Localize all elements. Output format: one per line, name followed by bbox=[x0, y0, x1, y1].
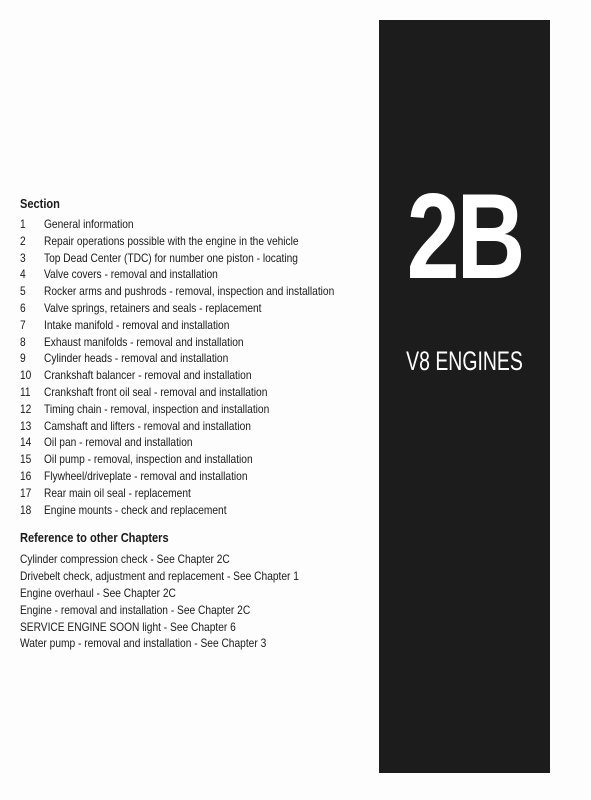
section-number: 2 bbox=[20, 233, 26, 248]
section-item bbox=[20, 300, 370, 317]
section-item bbox=[20, 334, 370, 351]
section-item bbox=[20, 266, 370, 283]
reference-item: Engine overhaul - See Chapter 2C bbox=[20, 585, 176, 600]
section-number: 15 bbox=[20, 452, 32, 467]
section-number: 6 bbox=[20, 300, 26, 315]
section-number: 9 bbox=[20, 351, 26, 366]
section-number: 16 bbox=[20, 468, 32, 483]
section-title: Oil pan - removal and installation bbox=[44, 435, 193, 450]
section-title: Valve covers - removal and installation bbox=[44, 267, 218, 282]
section-item bbox=[20, 350, 370, 367]
section-title: Flywheel/driveplate - removal and installation bbox=[44, 468, 248, 483]
section-item bbox=[20, 317, 370, 334]
section-item bbox=[20, 384, 370, 401]
section-item bbox=[20, 502, 370, 519]
section-number: 14 bbox=[20, 435, 32, 450]
section-number: 18 bbox=[20, 502, 32, 517]
section-number: 10 bbox=[20, 368, 32, 383]
contents-column bbox=[20, 196, 370, 652]
section-title: General information bbox=[44, 217, 134, 231]
reference-item: Drivebelt check, adjustment and replacement - See Chapter 1 bbox=[20, 569, 299, 584]
reference-item: Cylinder compression check - See Chapter 2C bbox=[20, 552, 230, 567]
section-title: Rocker arms and pushrods - removal, inspection and installation bbox=[44, 284, 335, 299]
section-list bbox=[20, 216, 370, 518]
section-title: Cylinder heads - removal and installation bbox=[44, 351, 229, 366]
section-title: Timing chain - removal, inspection and installation bbox=[44, 401, 270, 416]
chapter-title: V8 ENGINES bbox=[406, 346, 523, 376]
reference-item: Engine - removal and installation - See Chapter 2C bbox=[20, 602, 251, 617]
section-title: Exhaust manifolds - removal and installation bbox=[44, 334, 244, 349]
section-number: 5 bbox=[20, 284, 26, 299]
section-item bbox=[20, 367, 370, 384]
section-number: 17 bbox=[20, 485, 32, 500]
section-title: Repair operations possible with the engine in the vehicle bbox=[44, 233, 299, 248]
section-title: Crankshaft front oil seal - removal and installation bbox=[44, 384, 268, 399]
section-title: Engine mounts - check and replacement bbox=[44, 502, 227, 517]
section-item bbox=[20, 434, 370, 451]
reference-item: Water pump - removal and installation - See Chapter 3 bbox=[20, 636, 267, 651]
section-number: 12 bbox=[20, 401, 32, 416]
section-title: Camshaft and lifters - removal and installation bbox=[44, 418, 251, 433]
section-number: 1 bbox=[20, 217, 26, 231]
references-list bbox=[20, 551, 370, 652]
section-item bbox=[20, 418, 370, 435]
section-item bbox=[20, 401, 370, 418]
section-number: 7 bbox=[20, 317, 26, 332]
chapter-sidebar bbox=[379, 20, 550, 773]
section-number: 4 bbox=[20, 267, 26, 282]
section-item bbox=[20, 233, 370, 250]
section-item bbox=[20, 451, 370, 468]
section-item bbox=[20, 485, 370, 502]
section-title: Valve springs, retainers and seals - replacement bbox=[44, 300, 262, 315]
section-item bbox=[20, 283, 370, 300]
section-item bbox=[20, 216, 370, 233]
section-number: 3 bbox=[20, 250, 26, 265]
references-heading: Reference to other Chapters bbox=[20, 530, 169, 546]
section-number: 11 bbox=[20, 384, 31, 399]
section-title: Rear main oil seal - replacement bbox=[44, 485, 191, 500]
section-heading: Section bbox=[20, 196, 60, 211]
section-title: Oil pump - removal, inspection and installation bbox=[44, 452, 253, 467]
chapter-number: 2B bbox=[406, 168, 523, 304]
section-title: Crankshaft balancer - removal and installation bbox=[44, 368, 252, 383]
section-number: 8 bbox=[20, 334, 26, 349]
section-item bbox=[20, 250, 370, 267]
section-title: Intake manifold - removal and installation bbox=[44, 317, 230, 332]
reference-item: SERVICE ENGINE SOON light - See Chapter 6 bbox=[20, 619, 236, 634]
section-number: 13 bbox=[20, 418, 32, 433]
section-title: Top Dead Center (TDC) for number one piston - locating bbox=[44, 250, 298, 265]
section-item bbox=[20, 468, 370, 485]
